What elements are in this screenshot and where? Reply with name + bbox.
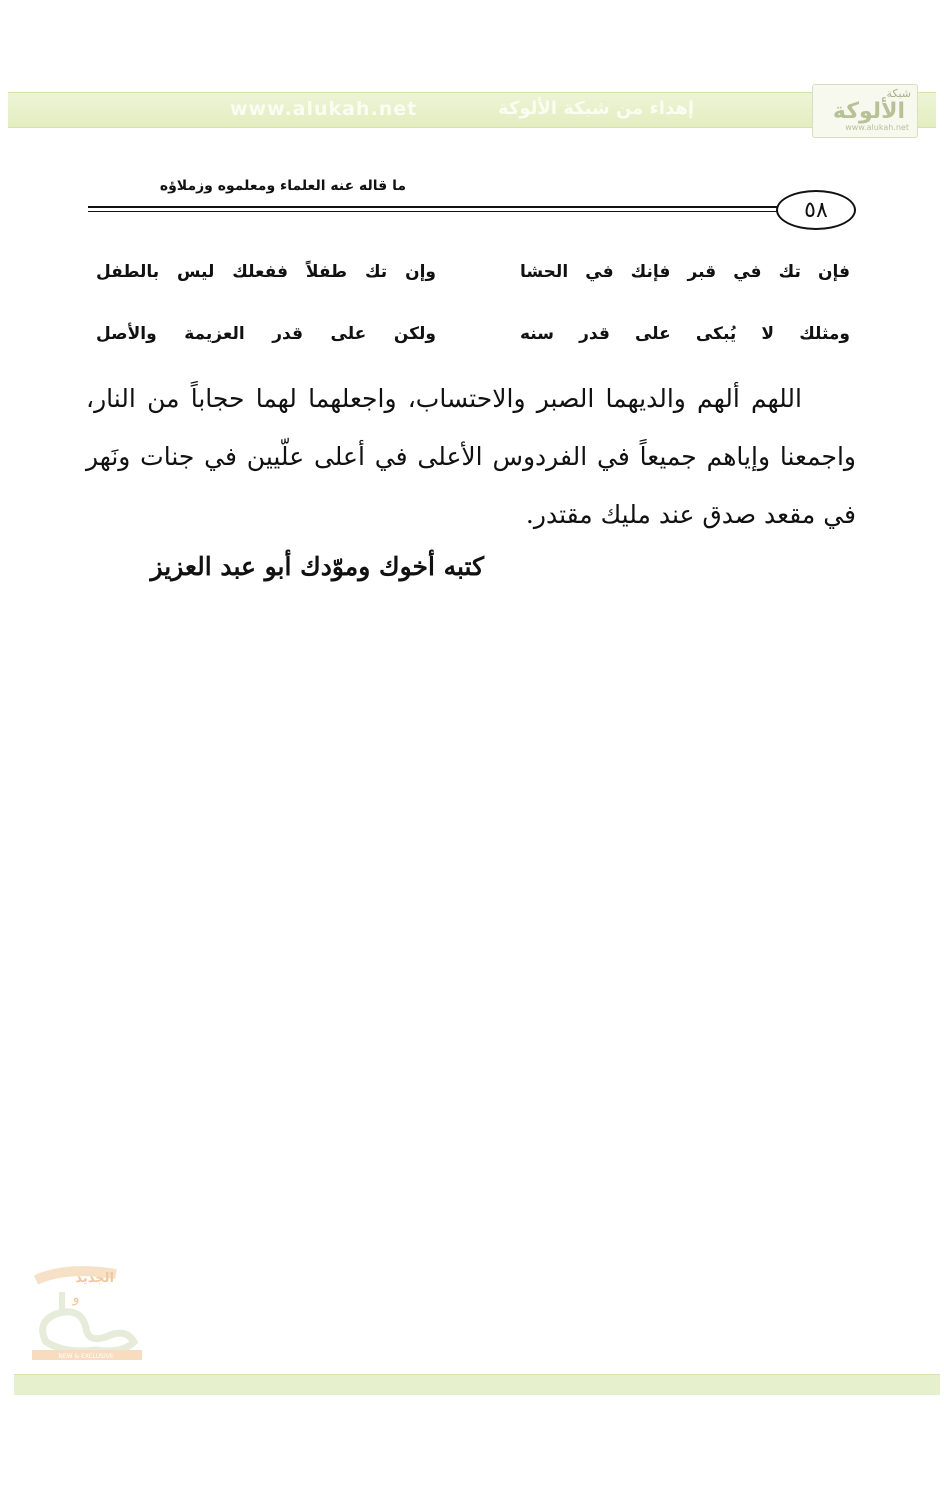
prayer-paragraph	[86, 370, 856, 544]
watermark-top-text: الجديد	[75, 1271, 114, 1286]
header-banner	[8, 92, 936, 128]
new-exclusive-watermark	[26, 1262, 146, 1362]
paragraph-text: اللهم ألهم والديهما الصبر والاحتساب، واجعلهما لهما حجاباً من النار، واجمعنا وإياهم جميعاً في الفردوس الأعلى في أعلى علّيين في جنات ونَهر في مقعد صدق عند مليك مقتدر.	[86, 384, 856, 529]
running-title: ما قاله عنه العلماء ومعلموه وزملاؤه	[159, 178, 406, 194]
header-rule	[88, 206, 778, 208]
verse-hemistich-second: ولكن على قدر العزيمة والأصل	[96, 324, 436, 344]
watermark-graphic	[26, 1262, 146, 1362]
verse-line	[96, 324, 850, 360]
logo-url-text: www.alukah.net	[845, 123, 909, 132]
verse-hemistich-first: ومثلك لا يُبكى على قدر سنه	[520, 324, 850, 344]
alukah-logo	[812, 84, 918, 138]
logo-small-text: شبكة	[886, 87, 911, 100]
footer-band	[14, 1374, 940, 1395]
header-rule-thin	[88, 211, 778, 212]
watermark-middle-text: و	[72, 1290, 80, 1306]
logo-main-text: الألوكة	[832, 99, 905, 124]
page-number: ٥٨	[776, 190, 856, 230]
watermark-bottom-text: NEW & EXCLUSIVE	[58, 1353, 114, 1360]
signature-line: كتبه أخوك وموّدك أبو عبد العزيز	[150, 552, 484, 581]
verse-hemistich-second: وإن تك طفلاً ففعلك ليس بالطفل	[96, 262, 436, 282]
banner-url[interactable]: www.alukah.net	[230, 98, 418, 120]
verse-line	[96, 262, 850, 298]
verse-hemistich-first: فإن تك في قبر فإنك في الحشا	[520, 262, 850, 282]
banner-gift-text: إهداء من شبكة الألوكة	[498, 98, 694, 119]
